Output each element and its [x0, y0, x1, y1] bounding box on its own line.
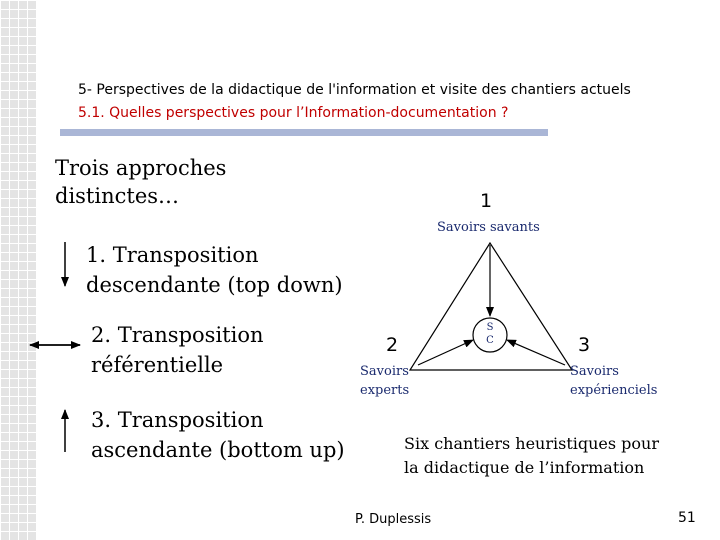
intro-text: Trois approches distinctes… [55, 156, 227, 208]
approach-bottom-up: 3. Transposition ascendante (bottom up) [91, 408, 345, 462]
vertex-3-label: Savoirs expérienciels [570, 364, 658, 398]
center-label-top: S [486, 322, 494, 333]
vertex-2-label: Savoirs experts [360, 364, 410, 398]
vertex-1-number: 1 [480, 190, 493, 212]
center-label [484, 321, 496, 347]
slide-title: 5- Perspectives de la didactique de l'information et visite des chantiers actuels [78, 82, 631, 98]
author-footer: P. Duplessis [355, 512, 432, 527]
page-number: 51 [678, 510, 696, 526]
approach-top-down: 1. Transposition descendante (top down) [86, 243, 343, 297]
vertex-2-number: 2 [386, 334, 399, 356]
center-label-bottom: C [486, 335, 494, 346]
vertex-3-number: 3 [578, 334, 591, 356]
approach-referential: 2. Transposition référentielle [91, 323, 264, 377]
slide-subtitle: 5.1. Quelles perspectives pour l’Information-documentation ? [78, 105, 509, 121]
chantiers-text: Six chantiers heuristiques pour la didactique de l’information [404, 434, 659, 477]
vertex-1-label: Savoirs savants [437, 220, 540, 235]
arrow-from-experienciels [507, 340, 565, 365]
